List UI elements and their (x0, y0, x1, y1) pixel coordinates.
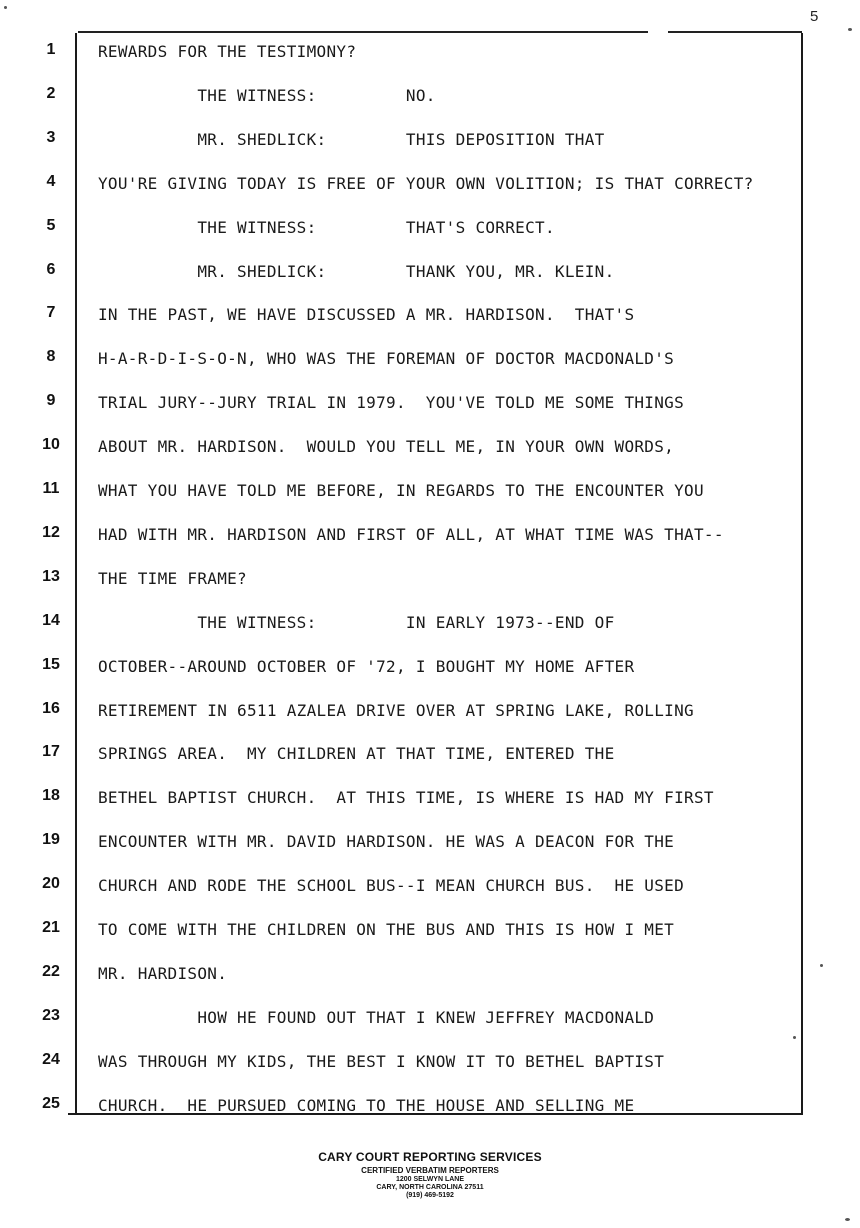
line-number: 2 (46, 85, 56, 102)
transcript-line: BETHEL BAPTIST CHURCH. AT THIS TIME, IS WHERE IS HAD MY FIRST (98, 788, 714, 807)
scan-speck (4, 6, 7, 9)
line-number: 8 (46, 348, 56, 365)
transcript-line: WHAT YOU HAVE TOLD ME BEFORE, IN REGARDS TO THE ENCOUNTER YOU (98, 481, 704, 500)
page-number: 5 (810, 8, 819, 25)
transcript-line: ENCOUNTER WITH MR. DAVID HARDISON. HE WAS A DEACON FOR THE (98, 832, 675, 851)
transcript-line: REWARDS FOR THE TESTIMONY? (98, 42, 357, 61)
transcript-line: SPRINGS AREA. MY CHILDREN AT THAT TIME, ENTERED THE (98, 744, 615, 763)
footer-address-1: 1200 SELWYN LANE (395, 1176, 465, 1183)
line-number: 6 (46, 261, 56, 278)
footer-company: CARY COURT REPORTING SERVICES (318, 1150, 542, 1164)
line-number: 15 (42, 656, 60, 673)
line-number: 20 (42, 875, 60, 892)
line-number: 10 (42, 436, 60, 453)
line-number: 7 (46, 304, 56, 321)
line-number: 21 (42, 919, 60, 936)
transcript-line: CHURCH AND RODE THE SCHOOL BUS--I MEAN CHURCH BUS. HE USED (98, 876, 685, 895)
line-number: 1 (46, 41, 56, 58)
line-number: 16 (42, 700, 60, 717)
line-number: 23 (42, 1007, 60, 1024)
transcript-line: CHURCH. HE PURSUED COMING TO THE HOUSE AND SELLING ME (98, 1096, 635, 1115)
footer-phone: (919) 469-5192 (406, 1192, 454, 1199)
transcript-line: IN THE PAST, WE HAVE DISCUSSED A MR. HARDISON. THAT'S (98, 305, 635, 324)
transcript-line: MR. SHEDLICK: THANK YOU, MR. KLEIN. (98, 262, 615, 281)
transcript-line: OCTOBER--AROUND OCTOBER OF '72, I BOUGHT MY HOME AFTER (98, 657, 635, 676)
scan-speck (845, 1218, 850, 1221)
line-number: 25 (42, 1095, 60, 1112)
footer-subtitle: CERTIFIED VERBATIM REPORTERS (361, 1166, 499, 1175)
scan-speck (793, 1036, 796, 1039)
reporter-footer (0, 1150, 860, 1199)
scan-speck (820, 964, 823, 967)
transcript-line: MR. SHEDLICK: THIS DEPOSITION THAT (98, 130, 605, 149)
line-number: 12 (42, 524, 60, 541)
transcript-line: RETIREMENT IN 6511 AZALEA DRIVE OVER AT SPRING LAKE, ROLLING (98, 701, 694, 720)
transcript-line: MR. HARDISON. (98, 964, 228, 983)
transcript-line: WAS THROUGH MY KIDS, THE BEST I KNOW IT TO BETHEL BAPTIST (98, 1052, 665, 1071)
right-margin-rule (801, 33, 803, 1113)
line-number: 5 (46, 217, 56, 234)
transcript-line: THE WITNESS: THAT'S CORRECT. (98, 218, 555, 237)
line-number: 18 (42, 787, 60, 804)
line-number: 19 (42, 831, 60, 848)
top-rule-left (78, 31, 648, 33)
line-number: 4 (46, 173, 56, 190)
transcript-line: ABOUT MR. HARDISON. WOULD YOU TELL ME, IN YOUR OWN WORDS, (98, 437, 675, 456)
scan-speck (848, 28, 852, 31)
line-number: 17 (42, 743, 60, 760)
line-number: 11 (42, 480, 60, 497)
line-number: 13 (42, 568, 60, 585)
transcript-line: HAD WITH MR. HARDISON AND FIRST OF ALL, AT WHAT TIME WAS THAT-- (98, 525, 724, 544)
line-number: 14 (42, 612, 60, 629)
line-number: 22 (42, 963, 60, 980)
transcript-line: THE WITNESS: IN EARLY 1973--END OF (98, 613, 615, 632)
line-number: 9 (46, 392, 56, 409)
transcript-line: H-A-R-D-I-S-O-N, WHO WAS THE FOREMAN OF DOCTOR MACDONALD'S (98, 349, 675, 368)
transcript-line: THE TIME FRAME? (98, 569, 247, 588)
transcript-line: THE WITNESS: NO. (98, 86, 436, 105)
top-rule-right (668, 31, 802, 33)
line-number: 24 (42, 1051, 60, 1068)
footer-address-2: CARY, NORTH CAROLINA 27511 (376, 1184, 484, 1191)
transcript-line: TRIAL JURY--JURY TRIAL IN 1979. YOU'VE TOLD ME SOME THINGS (98, 393, 685, 412)
transcript-line: HOW HE FOUND OUT THAT I KNEW JEFFREY MACDONALD (98, 1008, 655, 1027)
left-margin-rule (75, 33, 77, 1113)
line-number: 3 (46, 129, 56, 146)
transcript-line: TO COME WITH THE CHILDREN ON THE BUS AND THIS IS HOW I MET (98, 920, 675, 939)
transcript-line: YOU'RE GIVING TODAY IS FREE OF YOUR OWN VOLITION; IS THAT CORRECT? (98, 174, 754, 193)
